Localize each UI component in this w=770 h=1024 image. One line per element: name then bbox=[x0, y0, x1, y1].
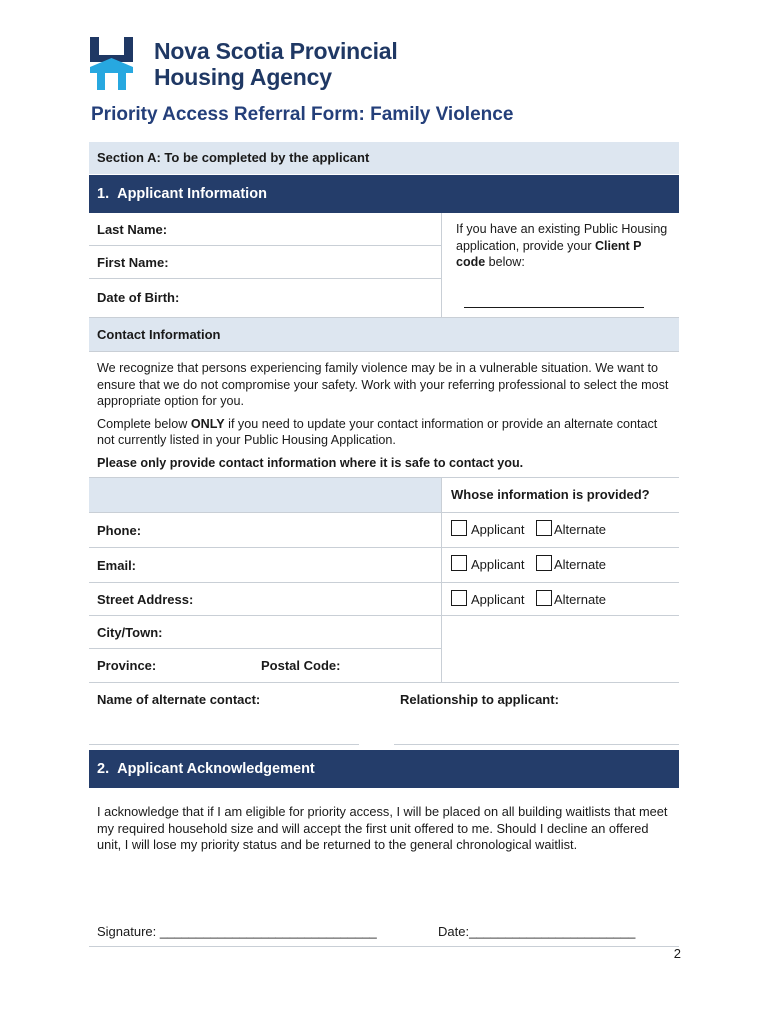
alternate-contact-row bbox=[89, 683, 679, 745]
last-name-field[interactable] bbox=[89, 213, 441, 246]
contact-para3: Please only provide contact information where it is safe to contact you. bbox=[97, 455, 524, 470]
contact-para2-b: if you need to update your contact information or provide an alternate contact not currently listed in your Public Housing Application. bbox=[97, 416, 658, 447]
date-line[interactable]: Date:_______________________ bbox=[438, 924, 636, 939]
email-field[interactable] bbox=[89, 548, 442, 582]
city-label: City/Town: bbox=[97, 625, 163, 640]
email-label: Email: bbox=[97, 558, 137, 573]
address-block bbox=[89, 583, 679, 683]
whose-spacer bbox=[89, 478, 442, 512]
acknowledgement-text: I acknowledge that if I am eligible for priority access, I will be placed on all building waitlists that meet my required household size and will accept the first unit offered to me. Should I decline an offered unit, I will lose my priority status and be returned to the general chronological waitlist. bbox=[97, 804, 668, 852]
whose-row bbox=[89, 478, 679, 513]
contact-para2 bbox=[97, 416, 671, 449]
section-a-header: Section A: To be completed by the applicant bbox=[89, 142, 679, 175]
phone-applicant-label: Applicant bbox=[471, 522, 525, 537]
section1-title: Applicant Information bbox=[117, 186, 267, 202]
whose-header: Whose information is provided? bbox=[451, 487, 650, 502]
first-name-label: First Name: bbox=[97, 255, 169, 270]
email-applicant-label: Applicant bbox=[471, 557, 525, 572]
agency-logo bbox=[90, 37, 430, 93]
email-alternate-checkbox[interactable] bbox=[536, 555, 552, 571]
phone-whose bbox=[442, 513, 679, 547]
section1-number: 1. bbox=[97, 186, 110, 202]
alt-name-label: Name of alternate contact: bbox=[97, 692, 261, 707]
last-name-label: Last Name: bbox=[97, 222, 168, 237]
nsha-logo-icon bbox=[90, 37, 136, 91]
phone-applicant-checkbox[interactable] bbox=[451, 520, 467, 536]
street-alternate-checkbox[interactable] bbox=[536, 590, 552, 606]
referral-form bbox=[89, 142, 679, 947]
logo-line1: Nova Scotia Provincial bbox=[154, 38, 398, 64]
city-field[interactable] bbox=[89, 616, 441, 649]
street-label: Street Address: bbox=[97, 592, 194, 607]
logo-line2: Housing Agency bbox=[154, 64, 332, 90]
province-postal-row bbox=[89, 649, 441, 682]
email-row bbox=[89, 548, 679, 583]
signature-line[interactable]: Signature: ______________________________ bbox=[97, 924, 377, 939]
section2-banner bbox=[89, 750, 679, 788]
page-number: 2 bbox=[673, 946, 681, 961]
first-name-field[interactable] bbox=[89, 246, 441, 279]
applicant-info-block bbox=[89, 213, 679, 318]
phone-alternate-label: Alternate bbox=[554, 522, 607, 537]
phone-alternate-checkbox[interactable] bbox=[536, 520, 552, 536]
email-whose bbox=[442, 548, 679, 582]
contact-instructions bbox=[89, 352, 679, 478]
client-p-bold: Client P code bbox=[456, 238, 642, 269]
phone-label: Phone: bbox=[97, 523, 142, 538]
dob-label: Date of Birth: bbox=[97, 290, 180, 305]
client-p-text2: below: bbox=[485, 255, 525, 269]
street-applicant-checkbox[interactable] bbox=[451, 590, 467, 606]
page-title: Priority Access Referral Form: Family Violence bbox=[91, 104, 514, 125]
province-label[interactable]: Province: bbox=[97, 658, 157, 673]
signature-row bbox=[89, 908, 679, 947]
relationship-line[interactable] bbox=[394, 744, 679, 745]
contact-para2-bold: ONLY bbox=[190, 416, 225, 431]
section1-banner bbox=[89, 175, 679, 213]
alt-name-line[interactable] bbox=[89, 744, 359, 745]
section2-title: Applicant Acknowledgement bbox=[117, 761, 315, 777]
email-applicant-checkbox[interactable] bbox=[451, 555, 467, 571]
phone-row bbox=[89, 513, 679, 548]
street-applicant-label: Applicant bbox=[471, 592, 525, 607]
client-p-text1: If you have an existing Public Housing application, provide your bbox=[456, 222, 668, 253]
street-alternate-label: Alternate bbox=[554, 592, 607, 607]
client-p-code-line[interactable] bbox=[464, 307, 644, 308]
dob-field[interactable] bbox=[89, 279, 441, 317]
contact-para1: We recognize that persons experiencing family violence may be in a vulnerable situation. We want to ensure that we do not compromise your safety. Work with your referring professional to select the most appropriate option for you. bbox=[97, 361, 669, 408]
client-p-instructions bbox=[456, 221, 671, 271]
contact-info-header: Contact Information bbox=[89, 318, 679, 352]
relationship-label: Relationship to applicant: bbox=[400, 692, 559, 707]
section2-number: 2. bbox=[97, 761, 110, 777]
email-alternate-label: Alternate bbox=[554, 557, 607, 572]
contact-para2-a: Complete below bbox=[97, 416, 191, 431]
phone-field[interactable] bbox=[89, 513, 442, 547]
postal-label[interactable]: Postal Code: bbox=[261, 658, 341, 673]
street-whose bbox=[442, 583, 679, 616]
street-field[interactable] bbox=[89, 583, 441, 616]
